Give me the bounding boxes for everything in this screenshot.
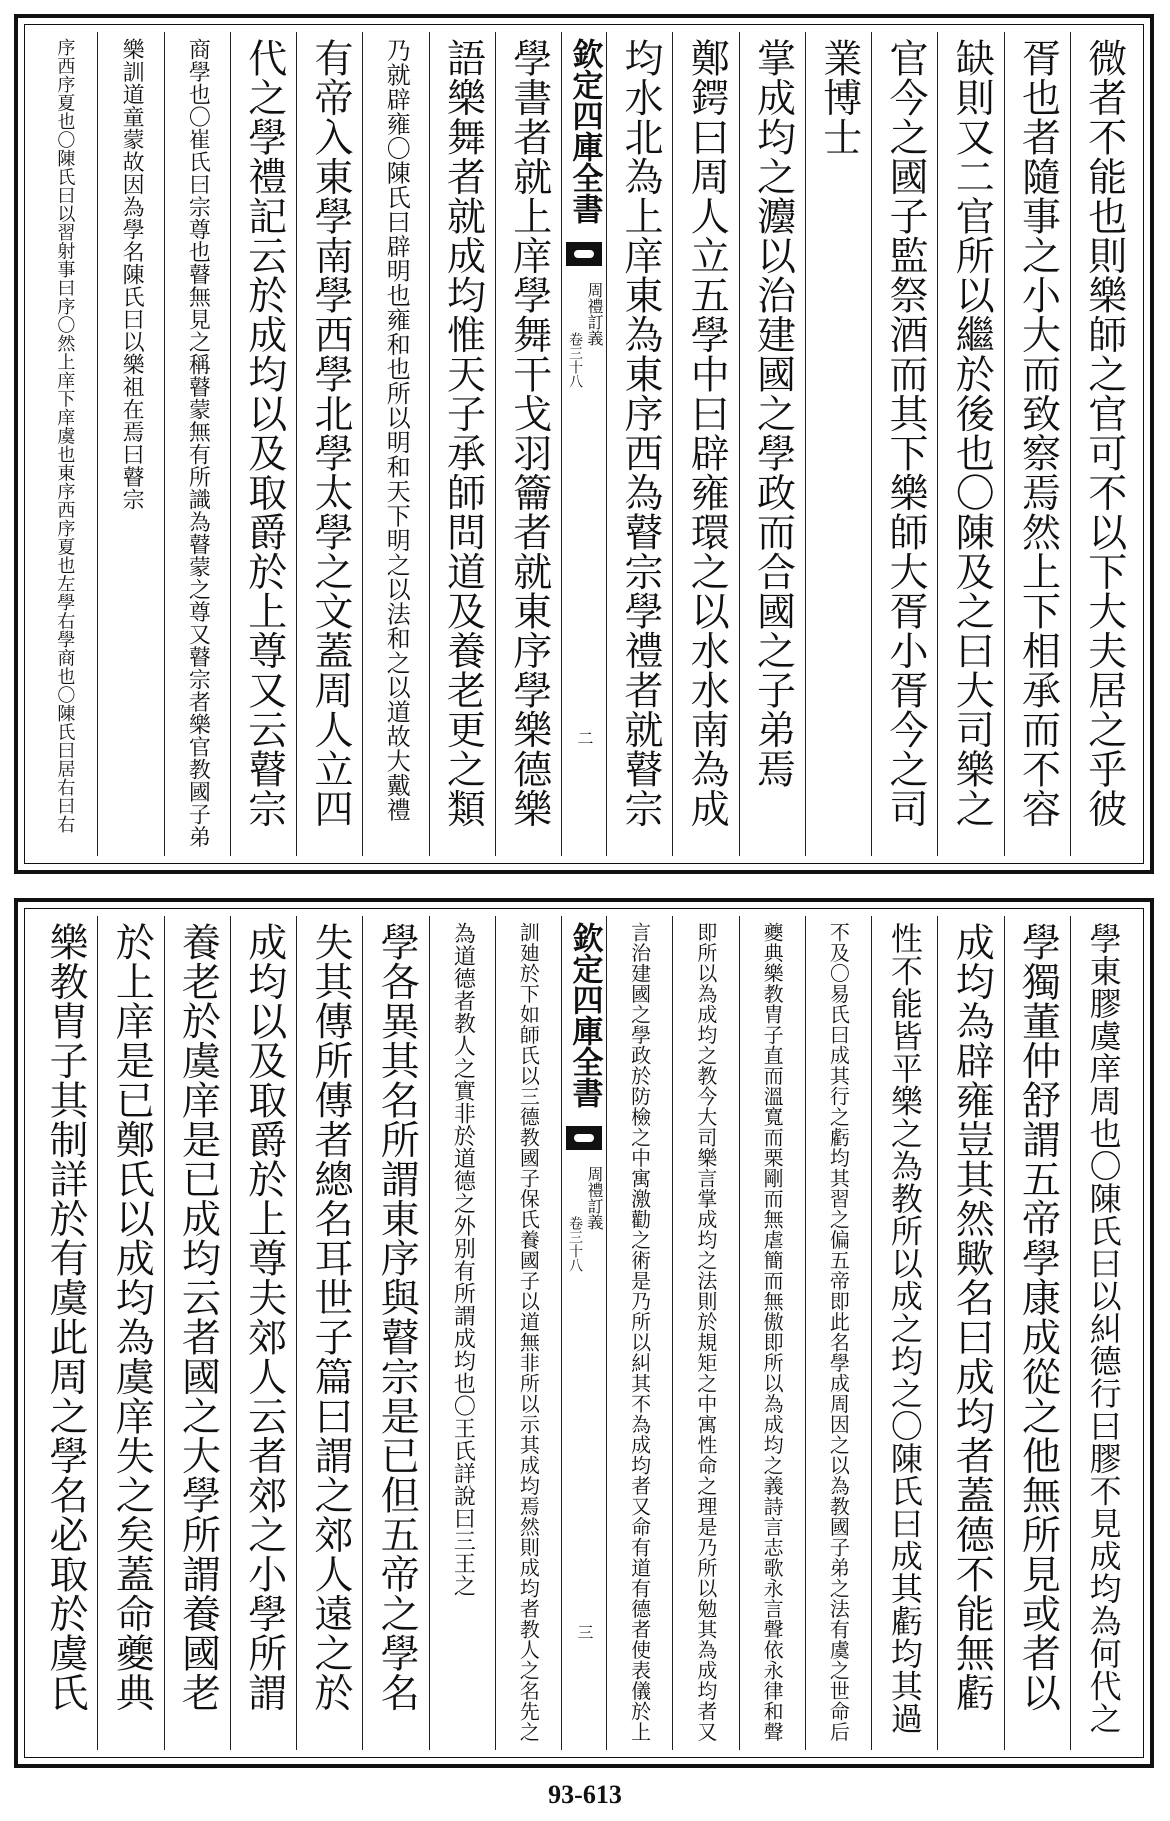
text-column [97,916,163,1750]
column-text: 鄭鍔曰周人立五學中曰辟雍環之以水水南為成 [684,38,730,828]
column-text: 商學也〇崔氏曰宗尊也瞽無見之稱瞽蒙無有所識為瞽蒙之尊又瞽宗者樂官教國子弟 [185,38,211,848]
text-column [164,32,230,856]
text-column [495,916,561,1750]
column-text: 乃就辟雍〇陳氏曰辟明也雍和也所以明和天下明之以法和之以道故大戴禮 [382,38,411,822]
text-column [362,916,428,1750]
column-text: 於上庠是已鄭氏以成均為虞庠失之矣蓋命夔典 [109,922,155,1712]
spine-page-number: 二 [575,730,594,746]
column-text: 均水北為上庠東為東序西為瞽宗學禮者就瞽宗 [618,38,664,828]
column-text: 成均為辟雍豈其然歟名曰成均者蓋德不能無虧 [949,922,995,1712]
spine-book-title: 周禮訂義 [585,1166,604,1230]
column-text: 學獨董仲舒謂五帝學康成從之他無所見或者以 [1015,922,1061,1712]
text-column [32,32,97,856]
column-text: 為道德者教人之實非於道德之外別有所謂成均也〇王氏詳說曰三王之 [450,922,476,1597]
center-spine [561,32,606,856]
column-text: 訓廸於下如師氏以三德教國子保氏養國子以道無非所以示其成均焉然則成均者教人之名先之 [516,922,541,1742]
column-text: 官今之國子監祭酒而其下樂師大胥小胥今之司 [883,38,929,828]
text-column [1004,32,1070,856]
text-column [937,32,1003,856]
column-text: 微者不能也則樂師之官可不以下大夫居之乎彼 [1081,38,1127,828]
column-text: 即所以為成均之教今大司樂言掌成均之法則於規矩之中寓性命之理是乃所以勉其為成均者又 [693,922,718,1742]
column-text: 掌成均之灋以治建國之學政而合國之子弟焉 [750,38,796,789]
folio-number: 93-613 [548,1780,622,1809]
column-text: 序西序夏也〇陳氏曰以習射事曰序〇然上庠下庠虞也東序西序夏也左學右學商也〇陳氏曰居右曰右 [54,38,76,834]
text-column [164,916,230,1750]
fish-tail-mark [566,242,602,266]
column-text: 胥也者隨事之小大而致察焉然上下相承而不容 [1015,38,1061,828]
text-column [672,916,738,1750]
text-column [230,916,296,1750]
column-text: 缺則又二官所以繼於後也〇陳及之曰大司樂之 [949,38,995,828]
text-column [1070,916,1136,1750]
text-column [672,32,738,856]
text-column [871,32,937,856]
text-column [32,916,97,1750]
text-column [296,32,362,856]
text-column [606,32,672,856]
text-column [429,916,495,1750]
spine-volume: 卷三十八 [567,332,583,388]
text-column [739,916,805,1750]
column-text: 成均以及取爵於上尊夫郊人云者郊之小學所謂 [241,922,287,1712]
column-text: 業博士 [816,38,862,157]
text-column [97,32,163,856]
text-column [495,32,561,856]
spine-title: 欽定四庫全書 [566,38,603,224]
text-column [937,916,1003,1750]
column-text: 學東膠虞庠周也〇陳氏曰以糾德行曰膠不見成均為何代之 [1084,922,1123,1735]
bottom-text-columns [32,916,1136,1750]
top-text-columns [32,32,1136,856]
column-text: 代之學禮記云於成均以及取爵於上尊又云瞽宗 [241,38,287,828]
spine-book-title: 周禮訂義 [585,282,604,346]
column-text: 有帝入東學南學西學北學太學之文蓋周人立四 [308,38,354,828]
column-text: 樂訓道童蒙故因為學名陳氏曰以樂祖在焉曰瞽宗 [119,38,145,511]
text-column [230,32,296,856]
text-column [739,32,805,856]
text-column [805,916,871,1750]
column-text: 言治建國之學政於防檢之中寓激勸之術是乃所以糾其不為成均者又命有道有德者使表儀於上 [627,922,652,1742]
fish-tail-mark [566,1126,602,1150]
bottom-page-panel [14,898,1154,1768]
text-column [1004,916,1070,1750]
column-text: 學書者就上庠學舞干戈羽籥者就東序學樂德樂 [506,38,552,828]
text-column [1070,32,1136,856]
top-page-panel [14,14,1154,874]
column-text: 語樂舞者就成均惟天子承師問道及養老更之類 [440,38,486,828]
column-text: 不及〇易氏曰成其行之虧均其習之偏五帝即此名學成周因之以為教國子弟之法有虞之世命后 [826,922,851,1742]
center-spine [561,916,606,1750]
text-column [606,916,672,1750]
column-text: 夔典樂教胄子直而溫寬而栗剛而無虐簡而無傲即所以為成均之義詩言志歌永言聲依永律和聲 [760,922,785,1742]
column-text: 樂教胄子其制詳於有虞此周之學名必取於虞氏 [43,922,89,1712]
text-column [362,32,428,856]
text-column [871,916,937,1750]
spine-volume: 卷三十八 [567,1216,583,1272]
spine-title: 欽定四庫全書 [566,922,603,1108]
column-text: 性不能皆平樂之為教所以成之均之〇陳氏曰成其虧均其過 [885,922,924,1735]
text-column [296,916,362,1750]
text-column [429,32,495,856]
column-text: 失其傳所傳者總名耳世子篇曰謂之郊人遠之於 [308,922,354,1712]
spine-page-number: 三 [575,1624,594,1640]
text-column [805,32,871,856]
column-text: 學各異其名所謂東序與瞽宗是已但五帝之學名 [374,922,420,1712]
column-text: 養老於虞庠是已成均云者國之大學所謂養國老 [175,922,221,1712]
